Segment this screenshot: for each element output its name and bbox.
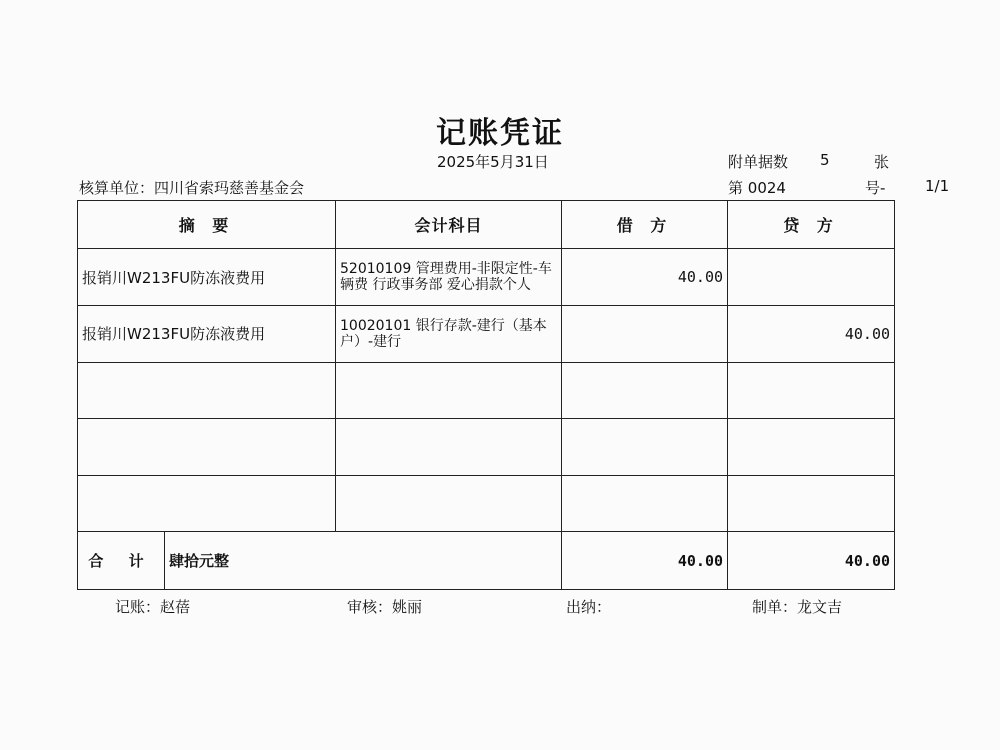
table-row xyxy=(78,249,895,306)
row-credit xyxy=(728,362,895,419)
voucher-title: 记账凭证 xyxy=(436,116,564,151)
row-debit: 40.00 xyxy=(562,249,728,306)
header-account: 会计科目 xyxy=(336,201,562,249)
row-account: 10020101 银行存款-建行（基本户）-建行 xyxy=(336,306,562,363)
preparer-sign xyxy=(752,596,842,617)
voucher-prefix: 第 xyxy=(728,179,744,197)
voucher-number-value: 0024 xyxy=(747,179,786,197)
table-row xyxy=(78,306,895,363)
row-debit xyxy=(562,475,728,532)
attachment-label: 附单据数 xyxy=(728,153,789,171)
accounting-unit xyxy=(79,177,304,198)
attachment-unit: 张 xyxy=(874,153,890,171)
header-credit: 贷 方 xyxy=(728,201,895,249)
header-summary: 摘 要 xyxy=(78,201,336,249)
row-account xyxy=(336,419,562,476)
row-account: 52010109 管理费用-非限定性-车辆费 行政事务部 爱心捐款个人 xyxy=(336,249,562,306)
row-debit xyxy=(562,419,728,476)
attachment-number: 5 xyxy=(820,151,830,169)
voucher-suffix: 号- xyxy=(865,179,886,197)
table-row xyxy=(78,475,895,532)
row-summary: 报销川W213FU防冻液费用 xyxy=(78,306,336,363)
row-summary xyxy=(78,362,336,419)
row-debit xyxy=(562,306,728,363)
row-credit xyxy=(728,475,895,532)
voucher-number xyxy=(728,177,950,198)
reviewer-label: 审核： xyxy=(347,598,393,616)
attachment-count xyxy=(728,151,890,172)
table-row xyxy=(78,419,895,476)
cashier-label: 出纳： xyxy=(566,598,612,616)
row-summary xyxy=(78,475,336,532)
total-amount-words: 肆拾元整 xyxy=(165,532,562,590)
voucher-page: 1/1 xyxy=(925,177,950,195)
row-summary xyxy=(78,419,336,476)
header-debit: 借 方 xyxy=(562,201,728,249)
total-debit: 40.00 xyxy=(562,532,728,590)
row-credit: 40.00 xyxy=(728,306,895,363)
preparer-label: 制单： xyxy=(752,598,798,616)
voucher-date: 2025年5月31日 xyxy=(437,153,549,171)
row-credit xyxy=(728,249,895,306)
reviewer-name: 姚丽 xyxy=(392,598,423,616)
header-row xyxy=(78,201,895,249)
total-label: 合 计 xyxy=(78,532,165,590)
total-row xyxy=(78,532,895,590)
table-row xyxy=(78,362,895,419)
voucher-table xyxy=(77,200,895,590)
bookkeeper-name: 赵蓓 xyxy=(160,598,191,616)
cashier-sign xyxy=(566,596,611,617)
accounting-unit-name: 四川省索玛慈善基金会 xyxy=(154,179,305,197)
preparer-name: 龙文吉 xyxy=(797,598,843,616)
accounting-unit-label: 核算单位： xyxy=(79,179,155,197)
bookkeeper-label: 记账： xyxy=(115,598,161,616)
reviewer-sign xyxy=(347,596,422,617)
row-credit xyxy=(728,419,895,476)
row-debit xyxy=(562,362,728,419)
bookkeeper-sign xyxy=(115,596,190,617)
row-account xyxy=(336,475,562,532)
total-credit: 40.00 xyxy=(728,532,895,590)
row-account xyxy=(336,362,562,419)
row-summary: 报销川W213FU防冻液费用 xyxy=(78,249,336,306)
